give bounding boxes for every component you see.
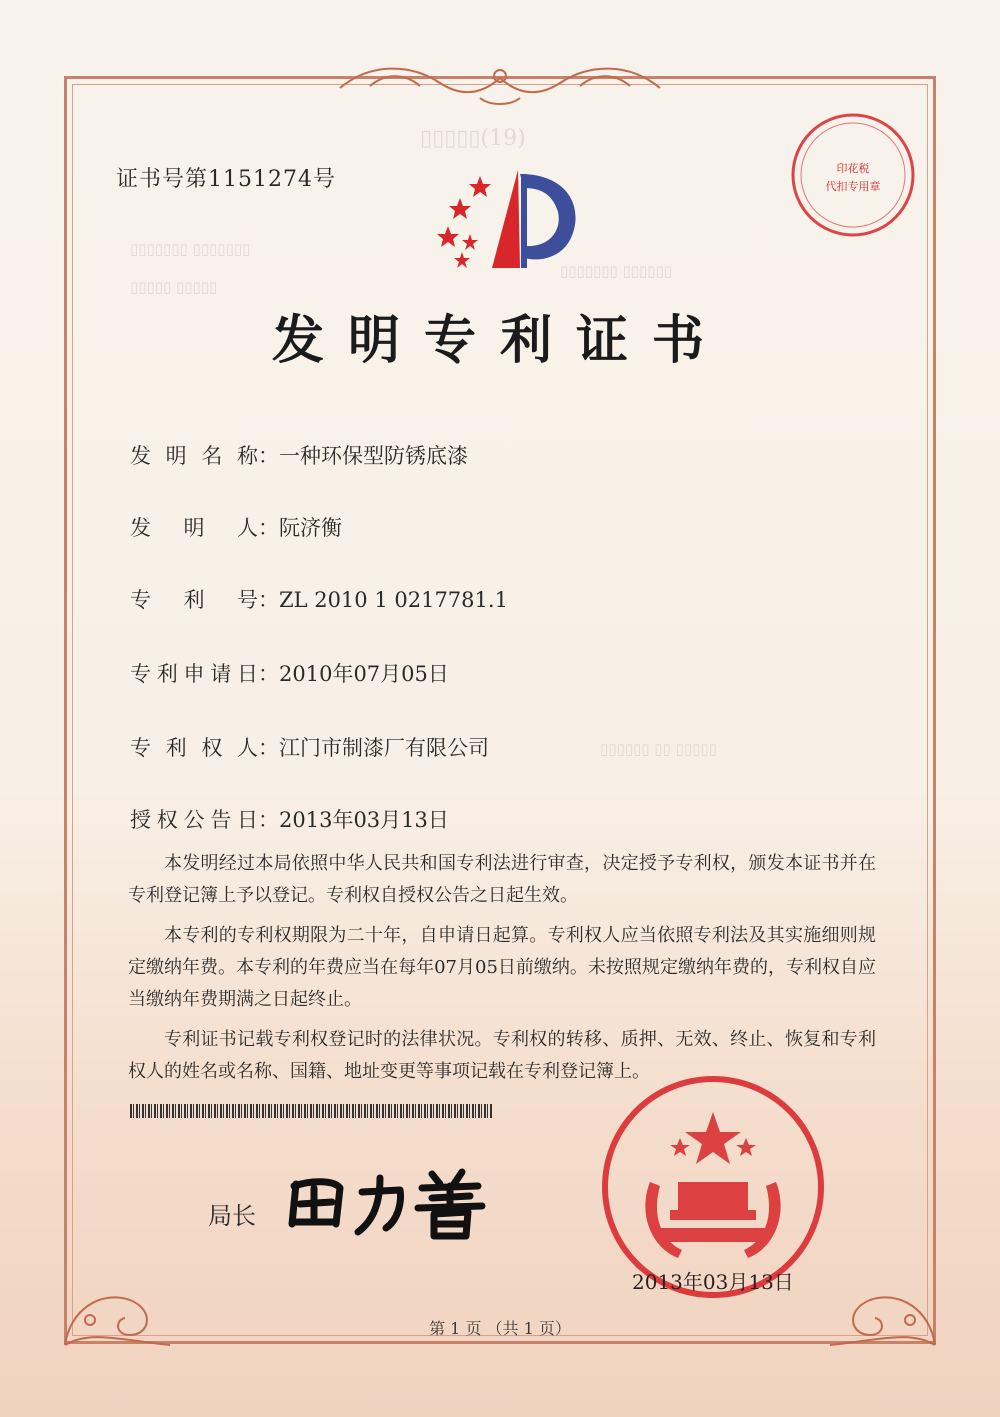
tax-stamp-icon bbox=[788, 110, 918, 240]
director-label: 局长 bbox=[208, 1202, 256, 1230]
patent-number-value: ZL 2010 1 0217781.1 bbox=[279, 588, 508, 612]
paragraph-1: 本发明经过本局依照中华人民共和国专利法进行审查，决定授予专利权，颁发本证书并在专利登记簿上予以登记。专利权自授权公告之日起生效。 bbox=[128, 853, 876, 906]
invention-name-label: 发明名称 bbox=[130, 444, 258, 468]
svg-text:代扣专用章: 代扣专用章 bbox=[825, 180, 881, 193]
invention-name-field: 发明名称：一种环保型防锈底漆 bbox=[130, 440, 468, 470]
grant-date-value: 2013年03月13日 bbox=[279, 808, 449, 832]
inventor-value: 阮济衡 bbox=[279, 516, 342, 540]
patentee-label: 专利权人 bbox=[130, 736, 258, 760]
certificate-title: 发明专利证书 bbox=[271, 310, 728, 371]
grant-date-label: 授权公告日 bbox=[130, 808, 258, 832]
patent-number-field: 专利号：ZL 2010 1 0217781.1 bbox=[130, 584, 508, 614]
application-date-label: 专利申请日 bbox=[130, 662, 258, 686]
certificate-number: 证书号第1151274号 bbox=[116, 167, 336, 192]
grant-date-field: 授权公告日：2013年03月13日 bbox=[130, 804, 449, 834]
barcode-icon bbox=[130, 1104, 492, 1118]
patentee-value: 江门市制漆厂有限公司 bbox=[279, 736, 489, 760]
application-date-value: 2010年07月05日 bbox=[279, 662, 449, 686]
patent-office-logo-icon bbox=[420, 150, 590, 280]
page-footer: 第 1 页 （共 1 页） bbox=[429, 1319, 571, 1338]
inventor-field: 发明人：阮济衡 bbox=[130, 512, 342, 542]
svg-text:印花税: 印花税 bbox=[836, 162, 870, 175]
invention-name-value: 一种环保型防锈底漆 bbox=[279, 444, 468, 468]
application-date-field: 专利申请日：2010年07月05日 bbox=[130, 658, 449, 688]
seal-date: 2013年03月13日 bbox=[632, 1270, 794, 1294]
paragraph-3: 专利证书记载专利权登记时的法律状况。专利权的转移、质押、无效、终止、恢复和专利权人的姓名或名称、国籍、地址变更等事项记载在专利登记簿上。 bbox=[128, 1029, 876, 1082]
patent-number-label: 专利号 bbox=[130, 588, 258, 612]
patentee-field: 专利权人：江门市制漆厂有限公司 bbox=[130, 732, 489, 762]
paragraph-2: 本专利的专利权期限为二十年，自申请日起算。专利权人应当依照专利法及其实施细则规定缴纳年费。本专利的年费应当在每年07月05日前缴纳。未按照规定缴纳年费的，专利权自应当缴纳年费期满之日起终止。 bbox=[128, 925, 876, 1010]
inventor-label: 发明人 bbox=[130, 516, 258, 540]
director-signature-icon bbox=[282, 1162, 492, 1242]
top-ornament-icon bbox=[330, 58, 670, 108]
certificate-body bbox=[128, 848, 876, 1088]
